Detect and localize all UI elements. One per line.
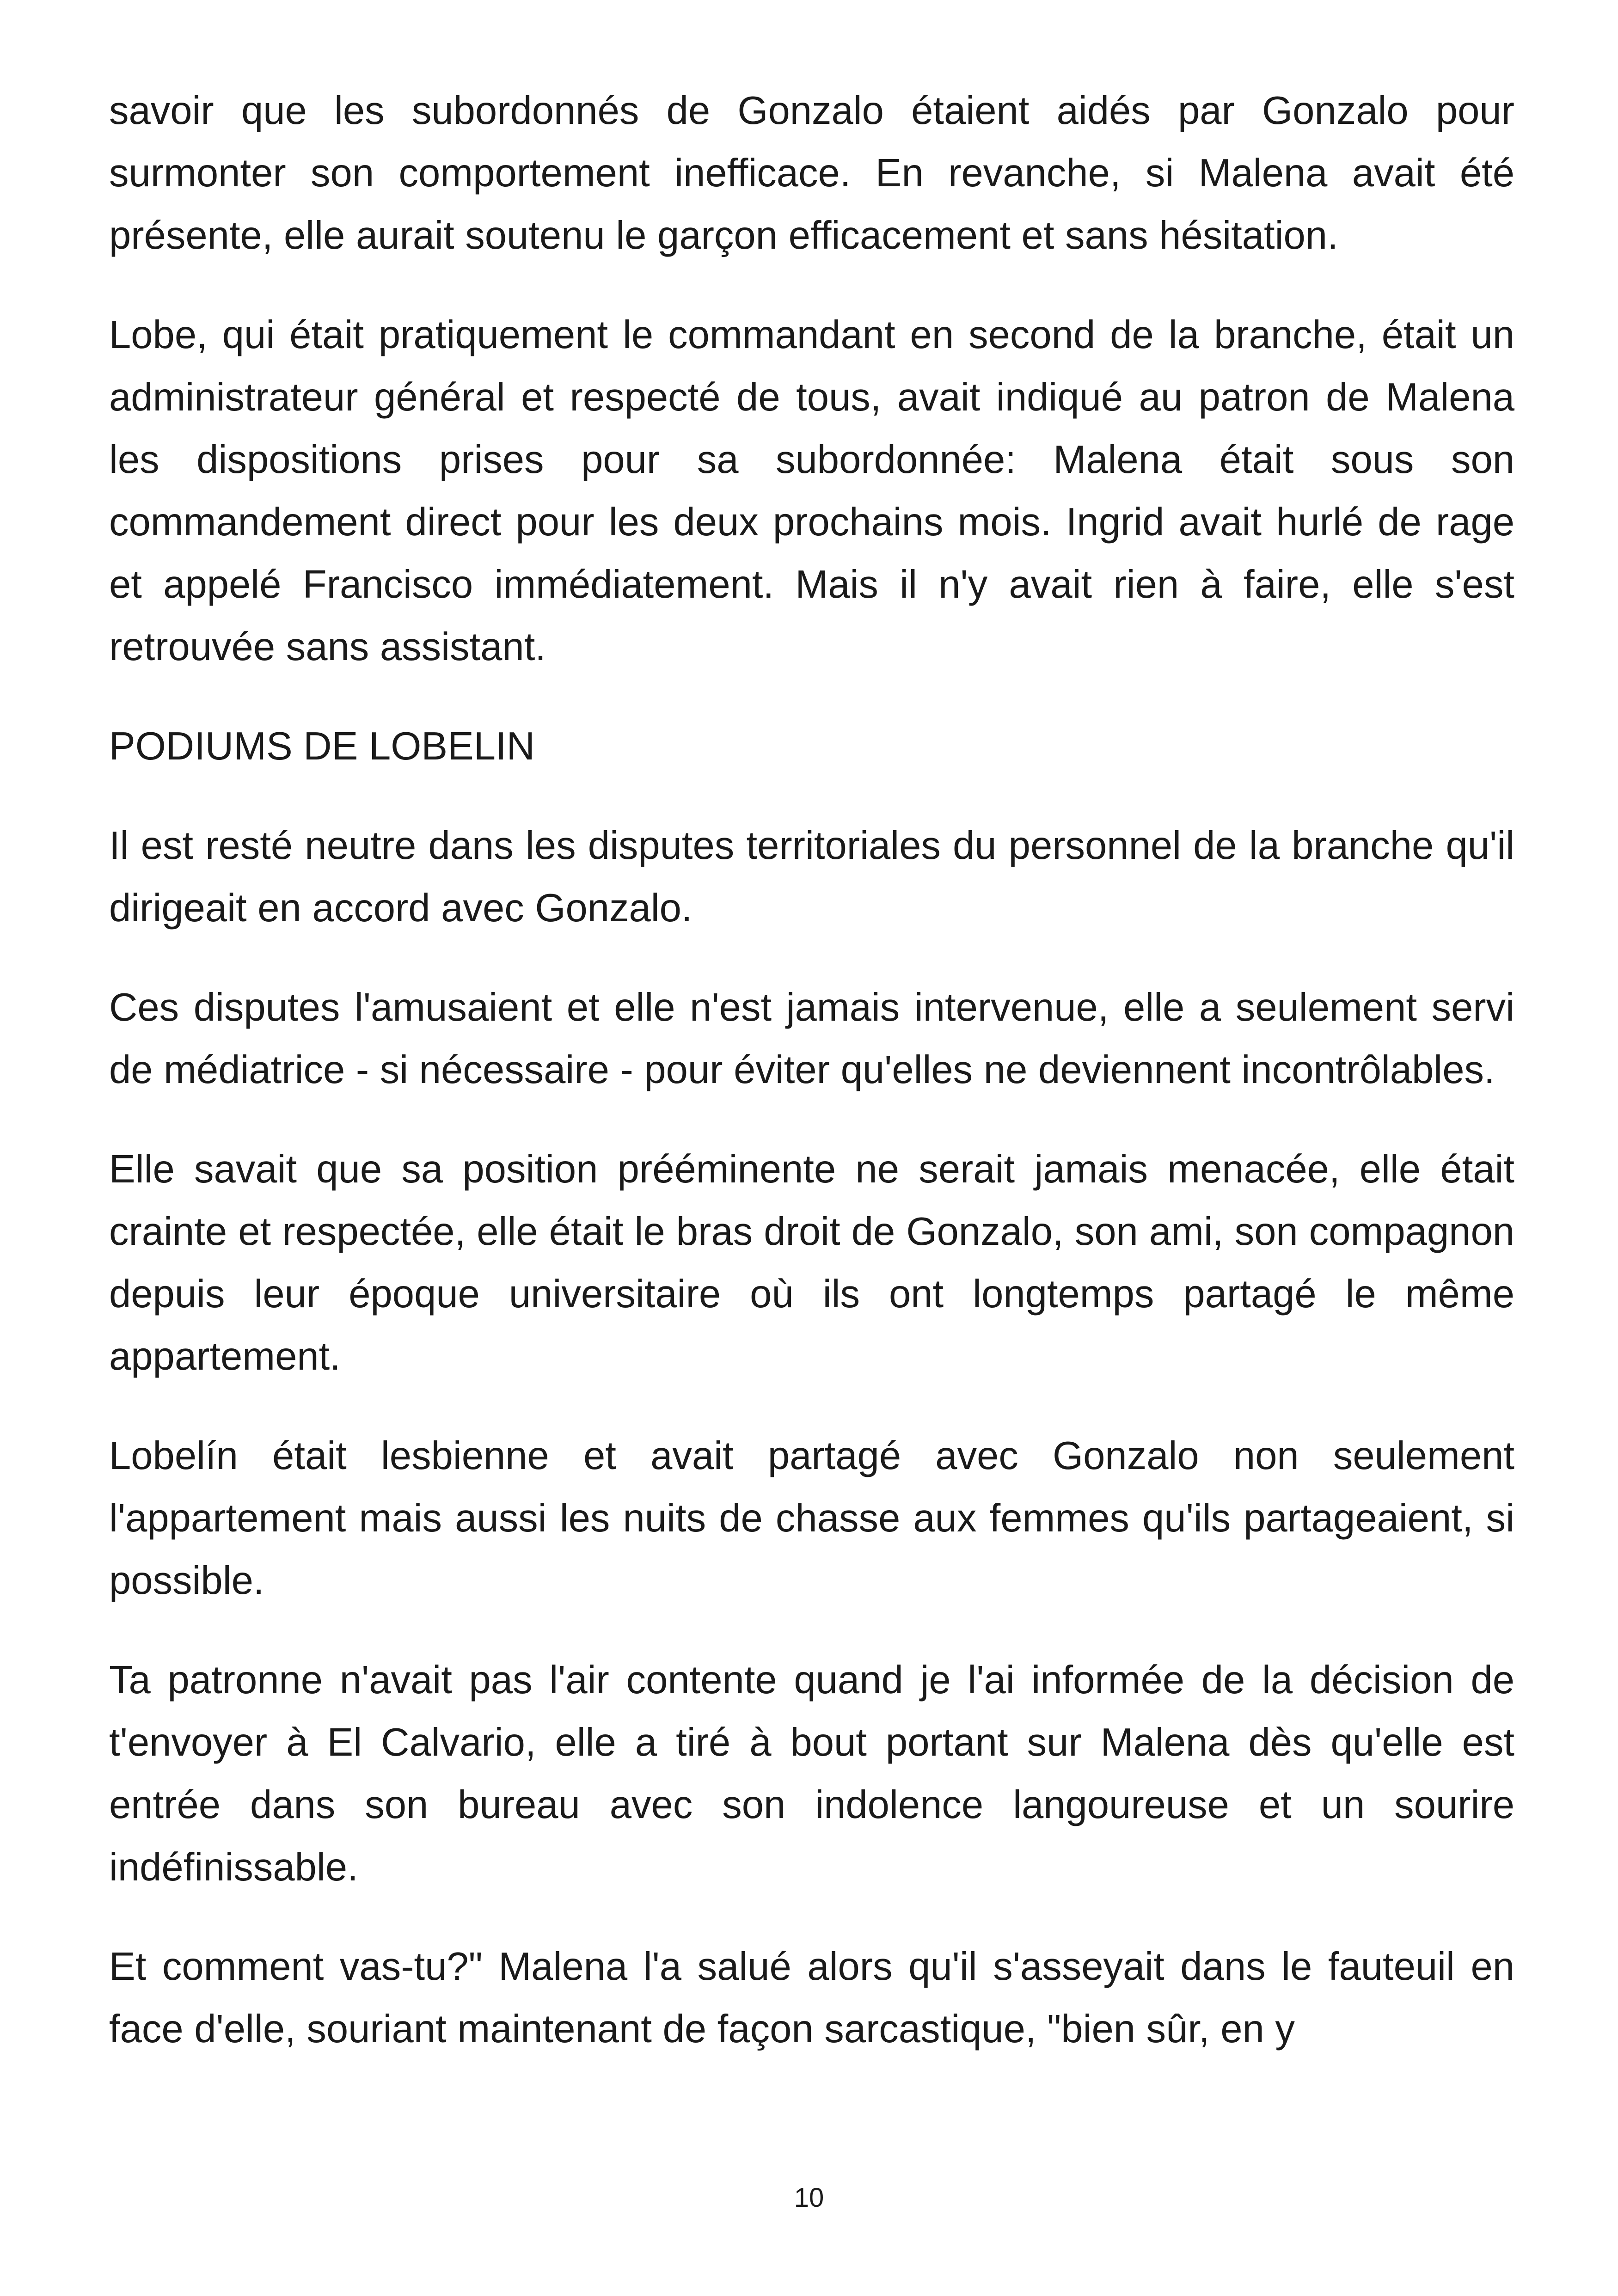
body-text — [109, 80, 1514, 2097]
paragraph-4: Ces disputes l'amusaient et elle n'est jamais intervenue, elle a seulement servi de médiatrice - si nécessaire - pour éviter qu'elles ne deviennent incontrôlables. — [109, 986, 1514, 1092]
paragraph-6: Lobelín était lesbienne et avait partagé avec Gonzalo non seulement l'appartement mais aussi les nuits de chasse aux femmes qu'ils partageaient, si possible. — [109, 1434, 1514, 1603]
section-heading: PODIUMS DE LOBELIN — [109, 724, 535, 768]
paragraph-7: Ta patronne n'avait pas l'air contente quand je l'ai informée de la décision de t'envoyer à El Calvario, elle a tiré à bout portant sur Malena dès qu'elle est entrée dans son bureau avec son indolence langoureuse et un sourire indéfinissable. — [109, 1658, 1514, 1889]
paragraph-3: Il est resté neutre dans les disputes territoriales du personnel de la branche qu'il dirigeait en accord avec Gonzalo. — [109, 824, 1514, 930]
paragraph-1: savoir que les subordonnés de Gonzalo étaient aidés par Gonzalo pour surmonter son comportement inefficace. En revanche, si Malena avait été présente, elle aurait soutenu le garçon efficacement et sans hésitation. — [109, 89, 1514, 257]
paragraph-2: Lobe, qui était pratiquement le commandant en second de la branche, était un administrateur général et respecté de tous, avait indiqué au patron de Malena les dispositions prises pour sa subordonnée: Malena était sous son commandement direct pour les deux prochains mois. Ingrid avait hurlé de rage et appelé Francisco immédiatement. Mais il n'y avait rien à faire, elle s'est retrouvée sans assistant. — [109, 313, 1514, 669]
paragraph-5: Elle savait que sa position prééminente ne serait jamais menacée, elle était crainte et respectée, elle était le bras droit de Gonzalo, son ami, son compagnon depuis leur époque universitaire où ils ont longtemps partagé le même appartement. — [109, 1147, 1514, 1378]
page-number: 10 — [794, 2183, 824, 2213]
paragraph-8: Et comment vas-tu?" Malena l'a salué alors qu'il s'asseyait dans le fauteuil en face d'elle, souriant maintenant de façon sarcastique, "bien sûr, en y — [109, 1945, 1514, 2051]
